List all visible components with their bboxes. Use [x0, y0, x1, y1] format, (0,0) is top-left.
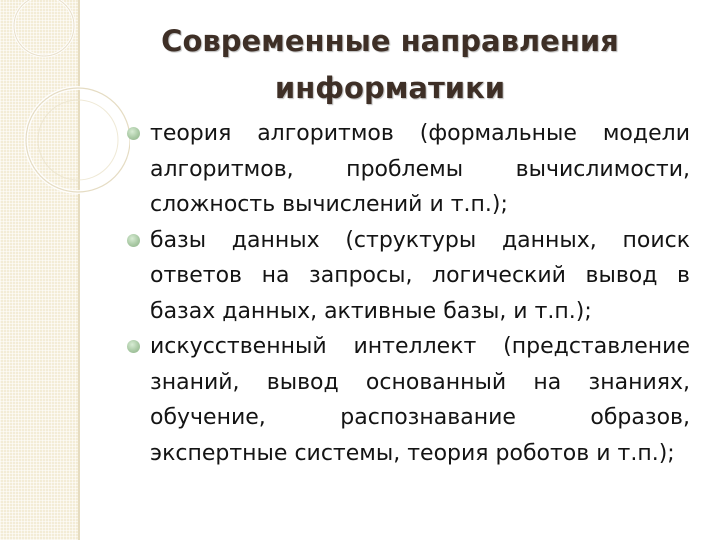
bullet-item-ai [150, 329, 690, 471]
bullet-text: искусственный интеллект (представление знаний, вывод основанный на знаниях, обучение, распознавание образов, экспертные системы, теория роботов и т.п.); [150, 334, 690, 466]
bullet-item-databases [150, 223, 690, 330]
bullet-dot-icon [127, 340, 140, 353]
slide-title [110, 18, 670, 112]
slide-title-line-2: информатики [274, 71, 506, 105]
slide-title-line-1: Современные направления [161, 24, 619, 58]
bullet-list [150, 116, 690, 471]
bullet-item-algorithms [150, 116, 690, 223]
bullet-text: теория алгоритмов (формальные модели алгоритмов, проблемы вычислимости, сложность вычислений и т.п.); [150, 121, 690, 217]
bullet-text: базы данных (структуры данных, поиск ответов на запросы, логический вывод в базах данных, активные базы, и т.п.); [150, 227, 690, 324]
bullet-dot-icon [127, 234, 140, 247]
bullet-dot-icon [127, 127, 140, 140]
